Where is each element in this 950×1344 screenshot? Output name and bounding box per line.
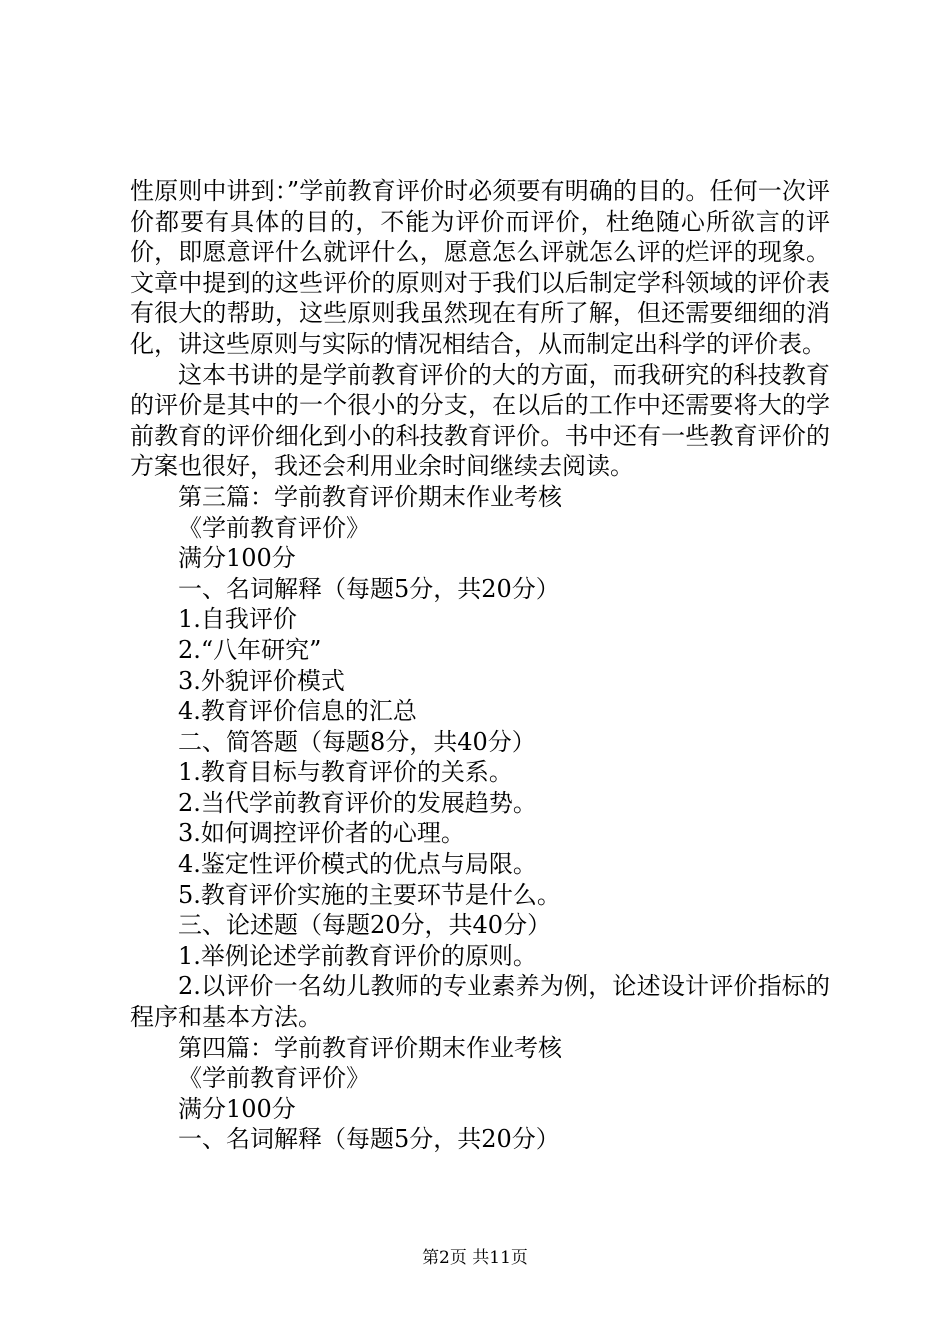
course-title: 《学前教育评价》 (178, 513, 370, 542)
question-group-essay: 三、论述题（每题20分，共40分） (178, 911, 552, 940)
question-item: 2.当代学前教育评价的发展趋势。 (178, 788, 537, 817)
question-item: 4.鉴定性评价模式的优点与局限。 (178, 850, 537, 879)
question-item: 4.教育评价信息的汇总 (178, 697, 417, 726)
question-group-term-explanation: 一、名词解释（每题5分，共20分） (178, 574, 560, 603)
course-title: 《学前教育评价》 (178, 1064, 370, 1093)
question-item: 2.“八年研究” (178, 635, 322, 664)
full-score: 满分100分 (178, 544, 296, 573)
paragraph-book-summary: 这本书讲的是学前教育评价的大的方面，而我研究的科技教育的评价是其中的一个很小的分支，在以后的工作中还需要将大的学前教育的评价细化到小的科技教育评价。书中还有一些教育评价的方案也很好，我还会利用业余时间继续去阅读。 (130, 360, 830, 481)
section-heading-part-four: 第四篇：学前教育评价期末作业考核 (178, 1033, 562, 1062)
question-group-term-explanation: 一、名词解释（每题5分，共20分） (178, 1125, 560, 1154)
question-item: 1.教育目标与教育评价的关系。 (178, 758, 513, 787)
question-item: 3.如何调控评价者的心理。 (178, 819, 465, 848)
question-item: 1.自我评价 (178, 605, 297, 634)
section-heading-part-three: 第三篇：学前教育评价期末作业考核 (178, 482, 562, 511)
paragraph-continued-principles: 性原则中讲到：”学前教育评价时必须要有明确的目的。任何一次评价都要有具体的目的，不能为评价而评价，杜绝随心所欲言的评价，即愿意评什么就评什么，愿意怎么评就怎么评的烂评的现象。文章中提到的这些评价的原则对于我们以后制定学科领域的评价表有很大的帮助，这些原则我虽然现在有所了解，但还需要细细的消化，讲这些原则与实际的情况相结合，从而制定出科学的评价表。 (130, 177, 830, 358)
question-item: 1.举例论述学前教育评价的原则。 (178, 941, 537, 970)
question-item: 3.外貌评价模式 (178, 666, 345, 695)
full-score: 满分100分 (178, 1094, 296, 1123)
document-body (130, 176, 830, 1155)
question-item: 5.教育评价实施的主要环节是什么。 (178, 880, 561, 909)
question-group-short-answer: 二、简答题（每题8分，共40分） (178, 727, 536, 756)
question-item: 2.以评价一名幼儿教师的专业素养为例，论述设计评价指标的程序和基本方法。 (130, 972, 830, 1032)
page-footer: 第2页 共11页 (422, 1248, 528, 1268)
